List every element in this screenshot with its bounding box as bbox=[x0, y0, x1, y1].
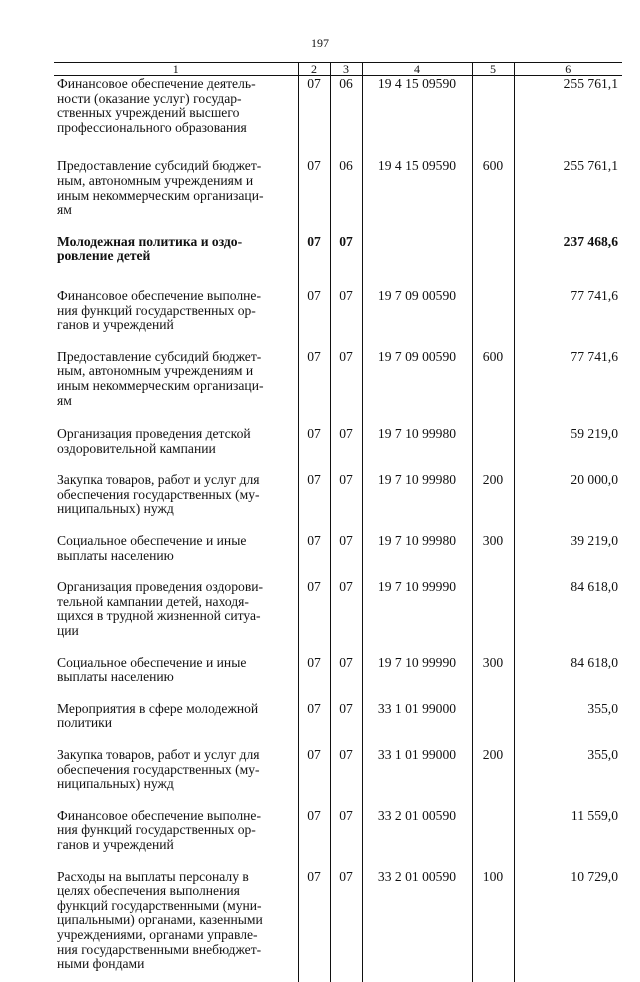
row-name-cell: Мероприятия в сфере молодежной политики bbox=[57, 700, 259, 731]
target-article-cell: 33 2 01 00590 bbox=[362, 808, 472, 869]
amount-cell: 255 761,1 bbox=[514, 76, 622, 159]
section-code-cell: 07 bbox=[298, 76, 330, 159]
table-row bbox=[54, 288, 622, 349]
expense-type-cell: 300 bbox=[472, 655, 514, 701]
amount-cell: 11 559,0 bbox=[514, 808, 622, 869]
page-number: 197 bbox=[311, 36, 329, 50]
row-name-cell: Финансовое обеспечение деятель- ности (оказание услуг) государ- ственных учреждений высшего профессионального образования bbox=[57, 76, 256, 135]
amount-cell: 255 761,1 bbox=[514, 158, 622, 233]
section-code-cell: 07 bbox=[298, 808, 330, 869]
subsection-code-cell: 07 bbox=[330, 869, 362, 982]
amount-cell: 355,0 bbox=[514, 747, 622, 808]
amount-cell: 84 618,0 bbox=[514, 579, 622, 654]
table-row bbox=[54, 808, 622, 869]
amount-cell: 39 219,0 bbox=[514, 533, 622, 579]
subsection-code-cell: 07 bbox=[330, 426, 362, 472]
section-code-cell: 07 bbox=[298, 234, 330, 288]
subsection-code-cell: 07 bbox=[330, 349, 362, 426]
target-article-cell: 19 7 09 00590 bbox=[362, 288, 472, 349]
amount-cell: 77 741,6 bbox=[514, 288, 622, 349]
column-header: 3 bbox=[330, 63, 362, 76]
section-code-cell: 07 bbox=[298, 472, 330, 533]
expense-type-cell bbox=[472, 234, 514, 288]
expense-type-cell: 600 bbox=[472, 158, 514, 233]
row-name-cell: Социальное обеспечение и иные выплаты населению bbox=[57, 533, 247, 563]
section-code-cell: 07 bbox=[298, 533, 330, 579]
column-header: 2 bbox=[298, 63, 330, 76]
table-row bbox=[54, 701, 622, 747]
expense-type-cell: 300 bbox=[472, 533, 514, 579]
table-row bbox=[54, 234, 622, 288]
row-name-cell: Молодежная политика и оздо- ровление детей bbox=[57, 233, 243, 264]
row-name-cell: Предоставление субсидий бюджет- ным, автономным учреждениям и иным некоммерческим организаци- ям bbox=[57, 348, 264, 408]
expense-type-cell bbox=[472, 76, 514, 159]
section-code-cell: 07 bbox=[298, 579, 330, 654]
section-code-cell: 07 bbox=[298, 349, 330, 426]
subsection-code-cell: 06 bbox=[330, 76, 362, 159]
table-row bbox=[54, 747, 622, 808]
expense-type-cell bbox=[472, 579, 514, 654]
table-row bbox=[54, 869, 622, 982]
subsection-code-cell: 07 bbox=[330, 234, 362, 288]
expense-type-cell: 600 bbox=[472, 349, 514, 426]
expense-type-cell bbox=[472, 808, 514, 869]
target-article-cell: 19 7 09 00590 bbox=[362, 349, 472, 426]
column-header: 5 bbox=[472, 63, 514, 76]
subsection-code-cell: 07 bbox=[330, 288, 362, 349]
target-article-cell: 19 4 15 09590 bbox=[362, 76, 472, 159]
table-row bbox=[54, 349, 622, 426]
target-article-cell: 19 7 10 99980 bbox=[362, 533, 472, 579]
target-article-cell: 33 2 01 00590 bbox=[362, 869, 472, 982]
expense-type-cell: 200 bbox=[472, 747, 514, 808]
section-code-cell: 07 bbox=[298, 158, 330, 233]
table-row bbox=[54, 472, 622, 533]
subsection-code-cell: 07 bbox=[330, 808, 362, 869]
subsection-code-cell: 07 bbox=[330, 655, 362, 701]
amount-cell: 10 729,0 bbox=[514, 869, 622, 982]
table-body bbox=[54, 76, 622, 982]
target-article-cell: 33 1 01 99000 bbox=[362, 747, 472, 808]
subsection-code-cell: 07 bbox=[330, 579, 362, 654]
row-name-cell: Предоставление субсидий бюджет- ным, автономным учреждениям и иным некоммерческим организаци- ям bbox=[57, 158, 264, 218]
amount-cell: 77 741,6 bbox=[514, 349, 622, 426]
amount-cell: 355,0 bbox=[514, 701, 622, 747]
subsection-code-cell: 07 bbox=[330, 533, 362, 579]
expense-type-cell bbox=[472, 426, 514, 472]
expense-type-cell bbox=[472, 288, 514, 349]
subsection-code-cell: 07 bbox=[330, 472, 362, 533]
amount-cell: 84 618,0 bbox=[514, 655, 622, 701]
target-article-cell bbox=[362, 234, 472, 288]
row-name-cell: Закупка товаров, работ и услуг для обеспечения государственных (му- ниципальных) нужд bbox=[57, 472, 260, 517]
subsection-code-cell: 07 bbox=[330, 747, 362, 808]
row-name-cell: Финансовое обеспечение выполне- ния функций государственных ор- ганов и учреждений bbox=[57, 287, 261, 333]
table-row bbox=[54, 655, 622, 701]
section-code-cell: 07 bbox=[298, 869, 330, 982]
row-name-cell: Организация проведения оздорови- тельной кампании детей, находя- щихся в трудной жизненной ситуа- ции bbox=[57, 579, 264, 639]
table-row bbox=[54, 533, 622, 579]
amount-cell: 59 219,0 bbox=[514, 426, 622, 472]
column-header: 4 bbox=[362, 63, 472, 76]
section-code-cell: 07 bbox=[298, 288, 330, 349]
target-article-cell: 19 7 10 99990 bbox=[362, 655, 472, 701]
expense-type-cell bbox=[472, 701, 514, 747]
column-header: 6 bbox=[514, 63, 622, 76]
target-article-cell: 19 4 15 09590 bbox=[362, 158, 472, 233]
target-article-cell: 19 7 10 99980 bbox=[362, 426, 472, 472]
section-code-cell: 07 bbox=[298, 747, 330, 808]
subsection-code-cell: 07 bbox=[330, 701, 362, 747]
table-row bbox=[54, 579, 622, 654]
expense-type-cell: 100 bbox=[472, 869, 514, 982]
table-row bbox=[54, 426, 622, 472]
section-code-cell: 07 bbox=[298, 426, 330, 472]
amount-cell: 237 468,6 bbox=[514, 234, 622, 288]
header-row bbox=[54, 63, 622, 76]
row-name-cell: Расходы на выплаты персоналу в целях обеспечения выполнения функций государственными (муни- ципальными) органами, казенными учреждениями, органами управле- ния государственными внебюджет- ными фондами bbox=[57, 868, 263, 972]
column-header: 1 bbox=[54, 63, 298, 76]
budget-table bbox=[54, 62, 622, 982]
section-code-cell: 07 bbox=[298, 655, 330, 701]
table-row bbox=[54, 76, 622, 159]
row-name-cell: Социальное обеспечение и иные выплаты населению bbox=[57, 654, 247, 685]
row-name-cell: Организация проведения детской оздоровительной кампании bbox=[57, 426, 251, 456]
target-article-cell: 33 1 01 99000 bbox=[362, 701, 472, 747]
section-code-cell: 07 bbox=[298, 701, 330, 747]
table-row bbox=[54, 158, 622, 233]
expense-type-cell: 200 bbox=[472, 472, 514, 533]
row-name-cell: Финансовое обеспечение выполне- ния функций государственных ор- ганов и учреждений bbox=[57, 807, 261, 852]
target-article-cell: 19 7 10 99980 bbox=[362, 472, 472, 533]
amount-cell: 20 000,0 bbox=[514, 472, 622, 533]
target-article-cell: 19 7 10 99990 bbox=[362, 579, 472, 654]
row-name-cell: Закупка товаров, работ и услуг для обеспечения государственных (му- ниципальных) нужд bbox=[57, 747, 260, 792]
subsection-code-cell: 06 bbox=[330, 158, 362, 233]
